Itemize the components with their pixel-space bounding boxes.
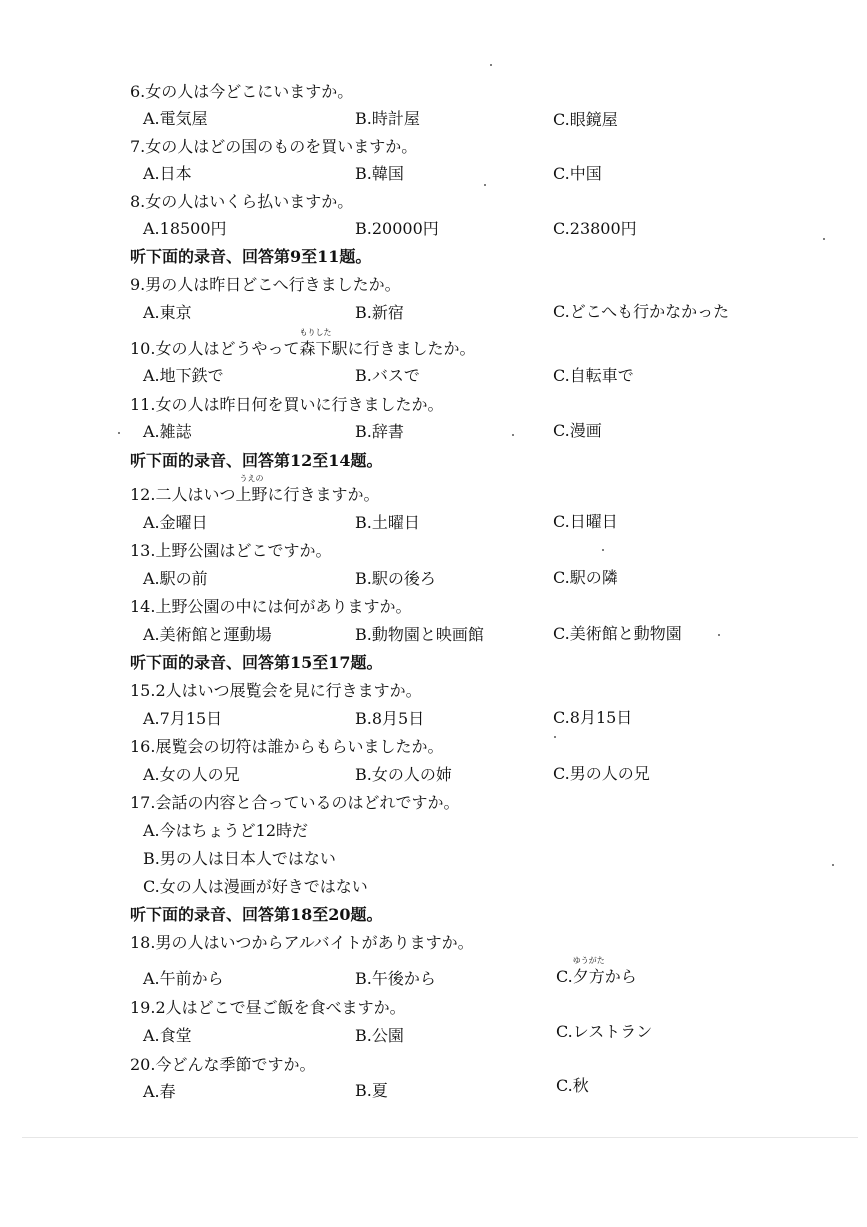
scan-speck (823, 238, 825, 240)
option-10b: B.バスで (355, 366, 420, 385)
option-11a: A.雑誌 (143, 422, 192, 441)
question-17: 17.会話の内容と合っているのはどれですか。 (130, 793, 460, 812)
scan-speck (832, 864, 834, 866)
option-18c-prefix: C. (556, 967, 573, 986)
option-9a: A.東京 (143, 303, 192, 322)
question-10-prefix: 10.女の人はどうやって (130, 339, 300, 358)
question-7: 7.女の人はどの国のものを買いますか。 (130, 137, 418, 156)
option-7a: A.日本 (143, 164, 192, 183)
ruby-reading: ゆうがた (572, 956, 605, 965)
option-11b: B.辞書 (355, 422, 404, 441)
ruby-reading: もりした (299, 328, 332, 337)
ruby-reading: うえの (239, 474, 264, 483)
option-16c: C.男の人の兄 (553, 764, 650, 783)
option-15a: A.7月15日 (143, 709, 223, 728)
option-13c: C.駅の隣 (553, 568, 618, 587)
page-bottom-rule (22, 1137, 858, 1138)
question-6: 6.女の人は今どこにいますか。 (130, 82, 354, 101)
option-6a: A.電気屋 (143, 109, 208, 128)
ruby-base: 夕方 (572, 967, 605, 986)
section-heading-18-20: 听下面的录音、回答第18至20题。 (130, 905, 383, 924)
option-20b: B.夏 (355, 1081, 388, 1100)
question-10 (130, 328, 476, 359)
scan-speck (118, 432, 120, 434)
furigana-moritashita (299, 328, 332, 359)
ruby-base: 上野 (235, 485, 268, 504)
option-6c: C.眼鏡屋 (553, 110, 618, 129)
option-17c: C.女の人は漫画が好きではない (143, 877, 368, 896)
option-18b: B.午後から (355, 969, 436, 988)
question-20: 20.今どんな季節ですか。 (130, 1055, 316, 1074)
question-16: 16.展覧会の切符は誰からもらいましたか。 (130, 737, 444, 756)
option-19a: A.食堂 (143, 1026, 192, 1045)
question-9: 9.男の人は昨日どこへ行きましたか。 (130, 275, 401, 294)
question-8: 8.女の人はいくら払いますか。 (130, 192, 354, 211)
scan-speck (512, 434, 514, 436)
ruby-base: 森下 (299, 339, 332, 358)
question-12-prefix: 12.二人はいつ (130, 485, 236, 504)
option-9b: B.新宿 (355, 303, 404, 322)
option-20c: C.秋 (556, 1076, 589, 1095)
furigana-yuugata (572, 956, 605, 987)
option-8c: C.23800円 (553, 219, 637, 238)
option-15c: C.8月15日 (553, 708, 633, 727)
scan-speck (718, 634, 720, 636)
scan-speck (554, 736, 556, 738)
question-15: 15.2人はいつ展覧会を見に行きますか。 (130, 681, 422, 700)
furigana-ueno (235, 474, 268, 505)
section-heading-15-17: 听下面的录音、回答第15至17题。 (130, 653, 383, 672)
scan-speck (602, 549, 604, 551)
scan-speck (484, 184, 486, 186)
option-17b: B.男の人は日本人ではない (143, 849, 336, 868)
option-7b: B.韓国 (355, 164, 404, 183)
question-18: 18.男の人はいつからアルバイトがありますか。 (130, 933, 474, 952)
option-16a: A.女の人の兄 (143, 765, 240, 784)
question-14: 14.上野公園の中には何がありますか。 (130, 597, 412, 616)
option-18a: A.午前から (143, 969, 224, 988)
option-13b: B.駅の後ろ (355, 569, 436, 588)
option-8a: A.18500円 (143, 219, 227, 238)
question-19: 19.2人はどこで昼ご飯を食べますか。 (130, 998, 406, 1017)
option-16b: B.女の人の姉 (355, 765, 452, 784)
option-13a: A.駅の前 (143, 569, 208, 588)
question-12-suffix: に行きますか。 (267, 485, 380, 504)
option-12b: B.土曜日 (355, 513, 420, 532)
question-11: 11.女の人は昨日何を買いに行きましたか。 (130, 395, 444, 414)
option-8b: B.20000円 (355, 219, 439, 238)
option-17a: A.今はちょうど12時だ (143, 821, 309, 840)
option-12c: C.日曜日 (553, 512, 618, 531)
option-9c: C.どこへも行かなかった (553, 302, 730, 321)
option-10a: A.地下鉄で (143, 366, 224, 385)
option-14a: A.美術館と運動場 (143, 625, 272, 644)
option-18c-suffix: から (604, 967, 637, 986)
question-10-suffix: 駅に行きましたか。 (331, 339, 476, 358)
option-7c: C.中国 (553, 164, 602, 183)
section-heading-12-14: 听下面的录音、回答第12至14题。 (130, 451, 383, 470)
option-6b: B.時計屋 (355, 109, 420, 128)
option-11c: C.漫画 (553, 421, 602, 440)
question-13: 13.上野公園はどこですか。 (130, 541, 332, 560)
option-14c: C.美術館と動物園 (553, 624, 682, 643)
scan-speck (490, 64, 492, 66)
option-10c: C.自転車で (553, 366, 634, 385)
option-15b: B.8月5日 (355, 709, 425, 728)
section-heading-9-11: 听下面的录音、回答第9至11题。 (130, 247, 372, 266)
question-12 (130, 474, 380, 505)
option-20a: A.春 (143, 1082, 176, 1101)
option-19b: B.公園 (355, 1026, 404, 1045)
option-19c: C.レストラン (556, 1022, 653, 1041)
option-14b: B.動物園と映画館 (355, 625, 484, 644)
option-12a: A.金曜日 (143, 513, 208, 532)
option-18c (556, 956, 637, 987)
